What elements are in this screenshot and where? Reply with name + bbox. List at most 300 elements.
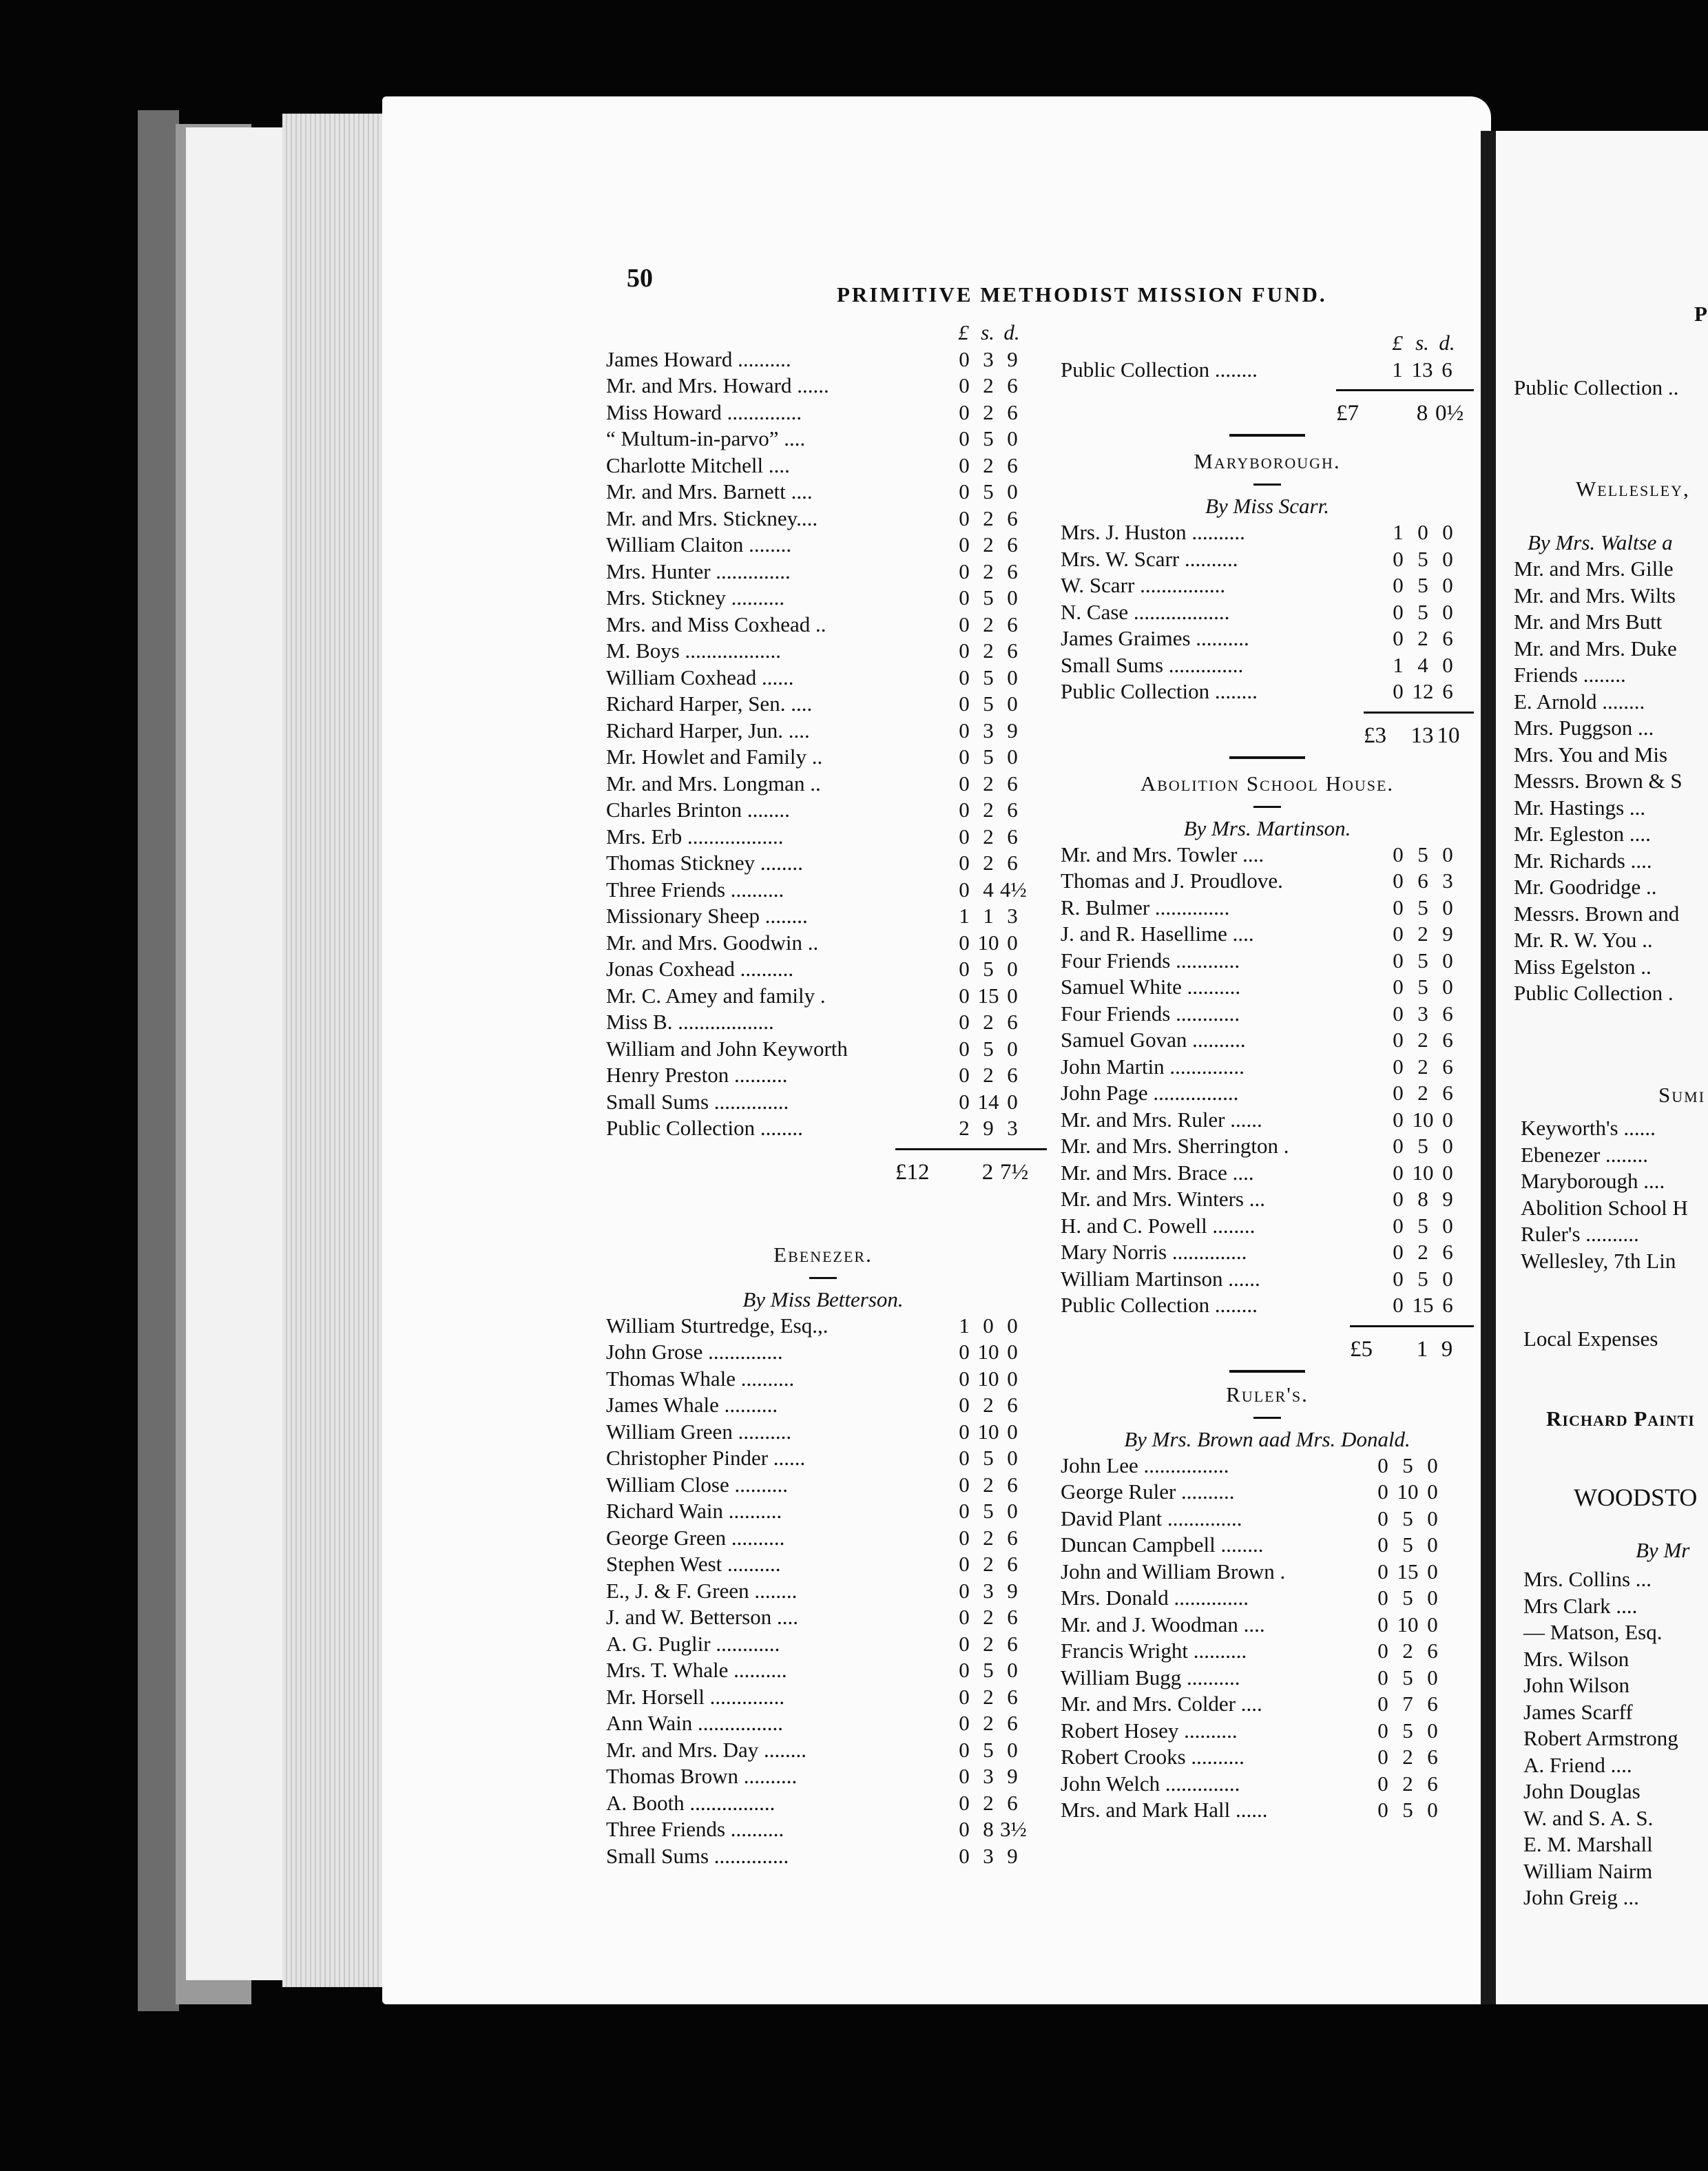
ledger-row (606, 957, 1040, 984)
maryborough-total (1364, 711, 1474, 756)
amount-shillings: 2 (983, 824, 994, 849)
ledger-row (1061, 1081, 1474, 1108)
amount-pounds: 0 (959, 559, 970, 583)
contributor-name: Mr. and Mrs. Towler .... (1061, 842, 1264, 866)
ledger-row (1061, 842, 1474, 869)
prev-list-total (1336, 389, 1474, 434)
pound-header: £ (1392, 331, 1403, 355)
amount-shillings: 10 (977, 1366, 999, 1391)
amount-pounds: 0 (959, 1525, 970, 1550)
ledger-row (606, 1473, 1040, 1499)
amount-pence: 6 (1007, 798, 1018, 822)
amount-pence: 0 (1442, 546, 1453, 571)
fragment-line: Mr. Goodridge .. (1514, 875, 1657, 899)
amount-pounds: 0 (959, 399, 970, 424)
next-collector-wellesley: By Mrs. Waltse a (1528, 530, 1673, 554)
dash-rule (1253, 484, 1281, 486)
amount-pounds: 0 (1377, 1798, 1388, 1822)
amount-shillings: 2 (983, 1605, 994, 1629)
amount-shillings: 2 (1402, 1745, 1413, 1769)
ledger-row (1061, 1267, 1474, 1294)
right-column (1061, 331, 1474, 1825)
amount-pence: 0 (1427, 1718, 1438, 1743)
amount-pounds: 0 (1377, 1612, 1388, 1637)
contributor-name: William Green .......... (606, 1419, 792, 1444)
contribution-list (1061, 1453, 1474, 1825)
amount-pounds: 0 (1393, 895, 1404, 920)
currency-header (606, 320, 1040, 347)
amount-pounds: 0 (1393, 1266, 1404, 1291)
ledger-row (606, 532, 1040, 559)
amount-shillings: 5 (1402, 1718, 1413, 1743)
amount-shillings: 2 (983, 532, 994, 557)
contributor-name: Charlotte Mitchell .... (606, 453, 790, 477)
ledger-row (1061, 520, 1474, 547)
amount-pounds: 0 (959, 638, 970, 663)
amount-pounds: 0 (959, 1658, 970, 1682)
amount-pounds: 0 (959, 1036, 970, 1061)
next-public-collection: Public Collection .. (1514, 375, 1679, 399)
amount-shillings: 2 (983, 453, 994, 477)
ledger-row (1061, 1001, 1474, 1028)
amount-pounds: 0 (1393, 573, 1404, 597)
contributor-name: Mr. Howlet and Family .. (606, 745, 823, 769)
contributor-name: Small Sums .............. (606, 1089, 789, 1114)
amount-shillings: 2 (983, 1711, 994, 1735)
next-local-expenses: Local Expenses (1523, 1327, 1658, 1351)
amount-shillings: 5 (983, 1737, 994, 1762)
amount-pounds: 0 (959, 1366, 970, 1391)
contributor-name: Small Sums .............. (606, 1843, 789, 1868)
amount-shillings: 2 (983, 1525, 994, 1550)
amount-pounds: 0 (959, 479, 970, 503)
amount-pence: 0 (1427, 1612, 1438, 1637)
contributor-name: Mr. and Mrs. Stickney.... (606, 506, 818, 530)
ledger-row (1061, 1559, 1474, 1586)
fragment-line: Mr. and Mrs. Gille (1514, 557, 1674, 581)
abolition-total (1350, 1325, 1474, 1370)
fragment-line: Messrs. Brown and (1514, 901, 1680, 926)
amount-shillings: 2 (983, 1684, 994, 1709)
fragment-line: Ebenezer ........ (1521, 1142, 1649, 1167)
ledger-row (1061, 895, 1474, 922)
amount-pence: 0 (1442, 1107, 1453, 1132)
amount-pence: 9 (1442, 922, 1453, 946)
ledger-row (1061, 1214, 1474, 1240)
amount-pence: 3 (1442, 869, 1453, 893)
amount-pence: 6 (1427, 1745, 1438, 1769)
amount-pounds: 0 (959, 1737, 970, 1762)
amount-shillings: 5 (1417, 546, 1428, 571)
amount-shillings: 10 (977, 930, 999, 955)
amount-pence: 6 (1007, 506, 1018, 530)
fragment-line: John Wilson (1523, 1673, 1630, 1697)
amount-shillings: 5 (1417, 948, 1428, 973)
ledger-row (606, 1420, 1040, 1446)
amount-shillings: 5 (983, 426, 994, 450)
amount-pence: 0 (1007, 930, 1018, 955)
contributor-name: Miss Howard .............. (606, 399, 802, 424)
amount-shillings: 5 (983, 692, 994, 716)
amount-pounds: 0 (1393, 842, 1404, 866)
ledger-row (1061, 1772, 1474, 1798)
amount-shillings: 5 (983, 1446, 994, 1470)
amount-pounds: 0 (959, 983, 970, 1008)
ledger-row (606, 745, 1040, 771)
contributor-name: Thomas and J. Proudlove. (1061, 869, 1283, 893)
amount-pence: 6 (1007, 1472, 1018, 1497)
amount-shillings: 3 (983, 346, 994, 371)
amount-pounds: 0 (1377, 1771, 1388, 1796)
fragment-line: Robert Armstrong (1523, 1726, 1678, 1750)
fragment-line: Mr. Richards .... (1514, 848, 1652, 873)
contributor-name: Mrs. Hunter .............. (606, 559, 791, 583)
amount-pounds: 0 (1393, 1001, 1404, 1026)
contributor-name: James Howard .......... (606, 346, 791, 371)
dash-rule (809, 1277, 837, 1279)
amount-shillings: 2 (1417, 1054, 1428, 1079)
amount-shillings: 6 (1417, 869, 1428, 893)
contributor-name: Mr. and Mrs. Ruler ...... (1061, 1107, 1262, 1132)
amount-shillings: 5 (983, 1036, 994, 1061)
amount-shillings: 5 (1417, 975, 1428, 999)
amount-shillings: 2 (983, 1010, 994, 1034)
ledger-row (606, 1605, 1040, 1632)
amount-pounds: 0 (1393, 1187, 1404, 1211)
contributor-name: Richard Harper, Sen. .... (606, 692, 813, 716)
amount-pounds: 0 (1393, 1081, 1404, 1105)
amount-pence: 6 (1007, 1790, 1018, 1815)
amount-pounds: 0 (1393, 1160, 1404, 1185)
contributor-name: William Close .......... (606, 1472, 788, 1497)
total-shillings: 2 (981, 1159, 994, 1185)
amount-pounds: 0 (959, 798, 970, 822)
amount-shillings: 2 (983, 798, 994, 822)
amount-pounds: 1 (959, 904, 970, 928)
amount-pounds: 0 (1393, 626, 1404, 650)
amount-pounds: 0 (1393, 869, 1404, 893)
ledger-row (606, 400, 1040, 427)
ledger-row (606, 824, 1040, 851)
contributor-name: Four Friends ............ (1061, 1001, 1240, 1026)
amount-pence: 0 (1007, 1313, 1018, 1338)
contributor-name: John and William Brown . (1061, 1559, 1286, 1583)
amount-pence: 0 (1427, 1506, 1438, 1530)
left-list-total (895, 1148, 1047, 1193)
amount-pence: 0 (1007, 1036, 1018, 1061)
amount-pounds: 0 (959, 1419, 970, 1444)
amount-pounds: 0 (1393, 1134, 1404, 1158)
ledger-row (1061, 1453, 1474, 1480)
fragment-line: Keyworth's ...... (1521, 1116, 1656, 1140)
ledger-row (606, 1499, 1040, 1526)
amount-shillings: 2 (1402, 1771, 1413, 1796)
amount-pence: 9 (1007, 1843, 1018, 1868)
amount-pounds: 0 (959, 1472, 970, 1497)
contributor-name: Public Collection ........ (1061, 1293, 1258, 1317)
amount-shillings: 5 (983, 479, 994, 503)
ledger-row (606, 1526, 1040, 1552)
amount-pence: 6 (1427, 1639, 1438, 1663)
amount-pounds: 0 (959, 1843, 970, 1868)
amount-shillings: 9 (983, 1116, 994, 1140)
amount-pounds: 0 (959, 453, 970, 477)
amount-pounds: 0 (959, 1764, 970, 1788)
amount-shillings: 10 (977, 1419, 999, 1444)
fragment-line: E. Arnold ........ (1514, 689, 1645, 714)
ledger-row (606, 1090, 1040, 1116)
total-shillings: 13 (1410, 723, 1434, 748)
amount-shillings: 3 (983, 1843, 994, 1868)
amount-pence: 0 (1427, 1586, 1438, 1610)
amount-pence: 3½ (1000, 1817, 1027, 1841)
amount-shillings: 3 (983, 1578, 994, 1603)
amount-shillings: 8 (983, 1817, 994, 1841)
amount-pence: 0 (1442, 1134, 1453, 1158)
amount-pence: 0 (1007, 1658, 1018, 1682)
amount-pence: 6 (1007, 1711, 1018, 1735)
ledger-row (606, 692, 1040, 718)
amount-pence: 6 (1007, 1552, 1018, 1576)
amount-pence: 0 (1442, 573, 1453, 597)
amount-shillings: 2 (983, 1472, 994, 1497)
next-woodstock-list (1523, 1567, 1678, 1912)
fragment-line: John Douglas (1523, 1779, 1641, 1803)
ledger-row (606, 984, 1040, 1010)
contributor-name: George Green .......... (606, 1525, 785, 1550)
contributor-name: Thomas Whale .......... (606, 1366, 795, 1391)
amount-pounds: 0 (1393, 922, 1404, 946)
contribution-list (1061, 520, 1474, 706)
contributor-name: John Welch .............. (1061, 1771, 1240, 1796)
amount-pence: 9 (1007, 718, 1018, 742)
amount-pounds: 0 (959, 1393, 970, 1417)
contributor-name: Robert Hosey .......... (1061, 1718, 1238, 1743)
contributor-name: Jonas Coxhead .......... (606, 957, 794, 981)
amount-pounds: 0 (959, 824, 970, 849)
amount-pence: 6 (1007, 1684, 1018, 1709)
amount-pounds: 0 (1393, 1028, 1404, 1052)
contributor-name: Mrs. and Mark Hall ...... (1061, 1798, 1268, 1822)
ledger-row (1061, 1161, 1474, 1187)
amount-pence: 6 (1007, 824, 1018, 849)
amount-shillings: 2 (983, 1552, 994, 1576)
ledger-row (1061, 1586, 1474, 1612)
ledger-row (606, 638, 1040, 665)
contributor-name: Mr. and Mrs. Howard ...... (606, 373, 829, 397)
fragment-line: Mr. R. W. You .. (1514, 928, 1653, 952)
contributor-name: Mary Norris .............. (1061, 1240, 1247, 1264)
contributor-name: Thomas Stickney ........ (606, 851, 803, 875)
contributor-name: Three Friends .......... (606, 1817, 784, 1841)
amount-pounds: 0 (1393, 1240, 1404, 1264)
amount-pence: 0 (1442, 652, 1453, 677)
amount-pence: 6 (1007, 453, 1018, 477)
amount-pence: 6 (1007, 373, 1018, 397)
amount-shillings: 3 (1417, 1001, 1428, 1026)
ledger-row (1061, 547, 1474, 574)
fragment-line: William Nairm (1523, 1858, 1653, 1883)
ledger-row (1061, 357, 1474, 384)
contributor-name: Thomas Brown .......... (606, 1764, 798, 1788)
section-title-maryborough: Maryborough. (1194, 449, 1341, 473)
amount-pounds: 0 (959, 1711, 970, 1735)
contributor-name: John Page ................ (1061, 1081, 1239, 1105)
shilling-header: s. (1415, 331, 1429, 355)
next-running-title: P (1694, 302, 1707, 326)
amount-shillings: 5 (1402, 1665, 1413, 1690)
contributor-name: Mr. and Mrs. Goodwin .. (606, 930, 819, 955)
fragment-line: E. M. Marshall (1523, 1832, 1653, 1856)
amount-pence: 0 (1427, 1798, 1438, 1822)
amount-shillings: 5 (1417, 1266, 1428, 1291)
amount-pence: 0 (1007, 479, 1018, 503)
ledger-row (1061, 1240, 1474, 1267)
running-title: PRIMITIVE METHODIST MISSION FUND. (837, 282, 1327, 307)
fragment-line: James Scarff (1523, 1699, 1633, 1724)
contributor-name: Mr. Horsell .............. (606, 1684, 785, 1709)
ledger-row (1061, 1293, 1474, 1320)
amount-pence: 6 (1442, 626, 1453, 650)
fragment-line: Mrs. Wilson (1523, 1646, 1629, 1671)
amount-pounds: 0 (959, 665, 970, 689)
amount-pence: 6 (1427, 1692, 1438, 1716)
amount-shillings: 3 (983, 1764, 994, 1788)
contributor-name: Stephen West .......... (606, 1552, 781, 1576)
amount-pounds: 0 (1393, 1054, 1404, 1079)
amount-pence: 0 (1007, 1737, 1018, 1762)
amount-pounds: 0 (959, 1817, 970, 1841)
contributor-name: N. Case .................. (1061, 599, 1230, 624)
amount-shillings: 3 (983, 718, 994, 742)
amount-pence: 0 (1007, 1366, 1018, 1391)
amount-pounds: 0 (959, 1340, 970, 1364)
ledger-row (1061, 1612, 1474, 1639)
ledger-row (606, 1658, 1040, 1685)
amount-pence: 0 (1442, 520, 1453, 544)
amount-pence: 0 (1007, 692, 1018, 716)
fragment-line: Abolition School H (1521, 1195, 1688, 1220)
total-shillings: 1 (1416, 1336, 1428, 1362)
ledger-row (606, 1764, 1040, 1791)
ledger-row (1061, 1718, 1474, 1745)
contributor-name: William and John Keyworth (606, 1036, 848, 1061)
ledger-row (606, 1367, 1040, 1393)
ledger-row (606, 347, 1040, 374)
contributor-name: William Sturtredge, Esq.,. (606, 1313, 829, 1338)
ledger-row (1061, 1028, 1474, 1055)
contributor-name: J. and R. Hasellime .... (1061, 922, 1254, 946)
amount-pence: 6 (1007, 1063, 1018, 1087)
amount-pence: 6 (1007, 612, 1018, 636)
ledger-row (1061, 1798, 1474, 1825)
amount-pence: 6 (1442, 1240, 1453, 1264)
contributor-name: A. G. Puglir ............ (606, 1631, 780, 1656)
fragment-line: W. and S. A. S. (1523, 1805, 1654, 1830)
contributor-name: Mr. and Mrs. Winters ... (1061, 1187, 1265, 1211)
amount-shillings: 10 (1397, 1612, 1419, 1637)
amount-shillings: 4 (1417, 652, 1428, 677)
ledger-row (1061, 1479, 1474, 1506)
contributor-name: J. and W. Betterson .... (606, 1605, 798, 1629)
amount-pence: 0 (1427, 1559, 1438, 1583)
fragment-line: Ruler's .......... (1521, 1222, 1639, 1246)
amount-shillings: 10 (1412, 1107, 1434, 1132)
total-pence: 10 (1437, 723, 1460, 748)
section-title-ebenezer: Ebenezer. (773, 1242, 873, 1267)
page-number: 50 (627, 264, 653, 293)
amount-pounds: 0 (1377, 1453, 1388, 1477)
contribution-list (606, 1313, 1040, 1871)
ledger-row (606, 904, 1040, 931)
ledger-row (606, 1063, 1040, 1090)
amount-shillings: 13 (1411, 357, 1433, 382)
amount-pence: 0 (1007, 1499, 1018, 1523)
amount-pence: 6 (1442, 1081, 1453, 1105)
amount-pounds: 0 (959, 346, 970, 371)
amount-shillings: 8 (1417, 1187, 1428, 1211)
amount-pounds: 0 (1377, 1506, 1388, 1530)
amount-pounds: 2 (959, 1116, 970, 1140)
amount-pence: 0 (1427, 1533, 1438, 1557)
contributor-name: Duncan Campbell ........ (1061, 1533, 1264, 1557)
amount-pence: 6 (1007, 532, 1018, 557)
amount-pounds: 0 (959, 877, 970, 902)
amount-shillings: 2 (983, 1631, 994, 1656)
fragment-line: Maryborough .... (1521, 1169, 1665, 1193)
public-collection-label: Public Collection ........ (1061, 357, 1258, 382)
amount-shillings: 2 (1402, 1639, 1413, 1663)
total-pence: 0½ (1435, 401, 1464, 426)
collector-rulers: By Mrs. Brown aad Mrs. Donald. (1124, 1426, 1410, 1451)
amount-pounds: 0 (1377, 1718, 1388, 1743)
amount-pounds: 0 (1393, 1213, 1404, 1238)
amount-pounds: 0 (959, 1790, 970, 1815)
amount-pounds: 1 (1392, 357, 1403, 382)
ledger-row (606, 585, 1040, 612)
ledger-row (606, 373, 1040, 400)
amount-pence: 0 (1007, 1446, 1018, 1470)
total-pence: 9 (1441, 1336, 1453, 1362)
ledger-row (606, 1738, 1040, 1765)
contributor-name: Three Friends .......... (606, 877, 784, 902)
fragment-line: Mrs. You and Mis (1514, 742, 1668, 767)
amount-shillings: 5 (983, 1499, 994, 1523)
amount-shillings: 5 (1402, 1798, 1413, 1822)
contributor-name: John Martin .............. (1061, 1054, 1244, 1079)
contributor-name: James Whale .......... (606, 1393, 778, 1417)
amount-shillings: 2 (1417, 626, 1428, 650)
amount-shillings: 5 (983, 745, 994, 769)
amount-pence: 0 (1442, 599, 1453, 624)
ledger-row (606, 612, 1040, 639)
ledger-row (606, 1340, 1040, 1367)
currency-header (1061, 331, 1474, 357)
amount-pence: 6 (1442, 1028, 1453, 1052)
amount-shillings: 5 (1417, 1134, 1428, 1158)
ledger-row (1061, 869, 1474, 895)
fragment-line: Miss Egelston .. (1514, 954, 1652, 979)
amount-pence: 0 (1007, 1419, 1018, 1444)
amount-pounds: 0 (959, 612, 970, 636)
amount-shillings: 15 (977, 983, 999, 1008)
amount-pounds: 0 (1377, 1586, 1388, 1610)
amount-shillings: 7 (1402, 1692, 1413, 1716)
amount-pounds: 0 (959, 532, 970, 557)
contributor-name: Samuel White .......... (1061, 975, 1241, 999)
amount-shillings: 2 (983, 612, 994, 636)
contributor-name: Henry Preston .......... (606, 1063, 788, 1087)
